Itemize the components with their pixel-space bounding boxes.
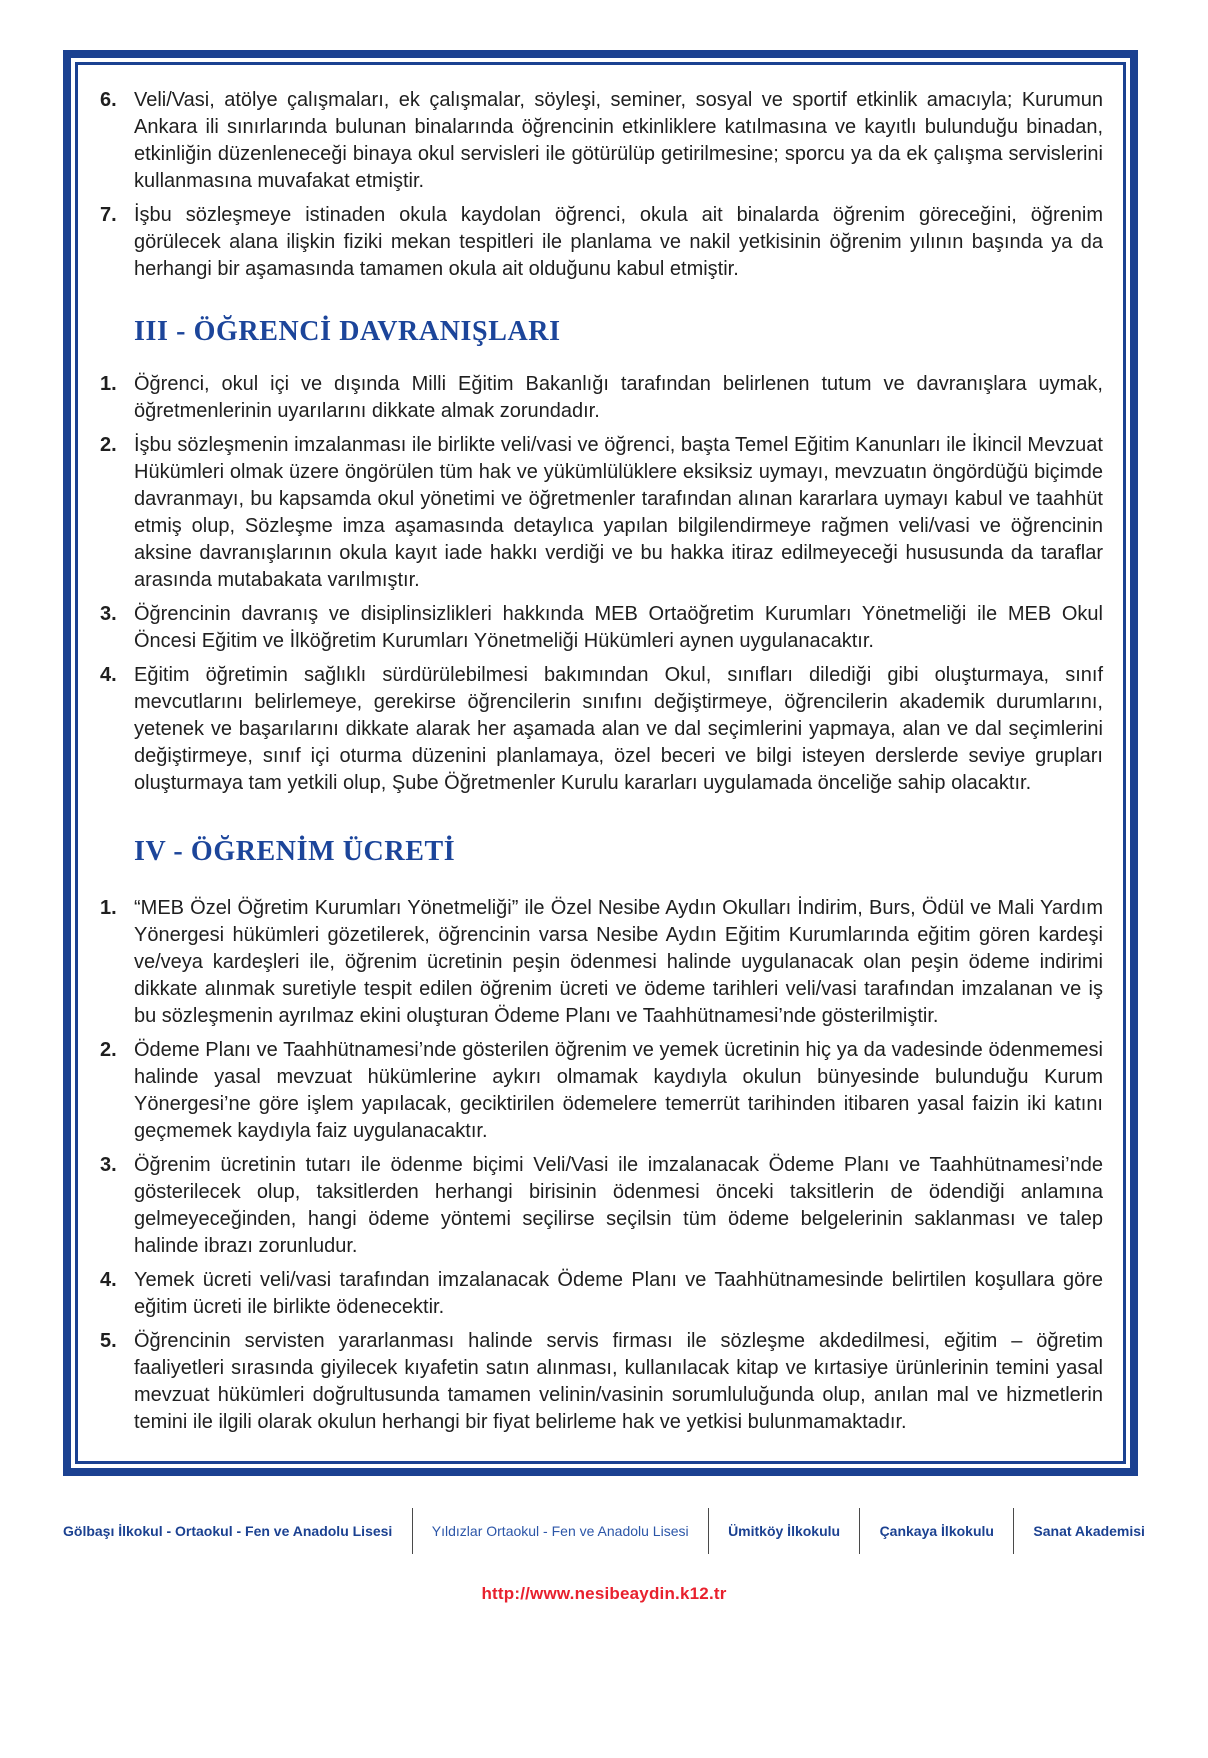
item-text: Yemek ücreti veli/vasi tarafından imzalanacak Ödeme Planı ve Taahhütnamesinde belirtilen koşullara göre eğitim ücreti ile birlikte ödenecektir. xyxy=(134,1269,1103,1318)
item-text: Öğrencinin davranış ve disiplinsizlikleri hakkında MEB Ortaöğretim Kurumları Yönetmeliği ile MEB Okul Öncesi Eğitim ve İlköğretim Kurumları Yönetmeliği Hükümleri aynen uygulanacaktır. xyxy=(134,603,1103,652)
section-heading-tuition-fee: IV - ÖĞRENİM ÜCRETİ xyxy=(134,836,456,867)
list-item xyxy=(100,1267,1103,1321)
footer-school-umitkoy: Ümitköy İlkokulu xyxy=(728,1523,841,1539)
section3-list xyxy=(100,371,1103,797)
footer-school-golbasi: Gölbaşı İlkokul - Ortaokul - Fen ve Anadolu Lisesi xyxy=(63,1523,393,1539)
item-text: Öğrencinin servisten yararlanması halinde servis firması ile sözleşme akdedilmesi, eğitim – öğretim faaliyetleri sırasında giyilecek kıyafetin satın alınması, kullanılacak kitap ve kırtasiye ürünlerinin temini yasal mevzuat hükümleri doğrultusunda tamamen velinin/vasinin sorumluluğunda olup, anılan mal ve hizmetlerin temini ile ilgili olarak okulun herhangi bir fiyat belirleme hak ve yetkisi bulunmamaktadır. xyxy=(134,1330,1103,1433)
item-text: Eğitim öğretimin sağlıklı sürdürülebilmesi bakımından Okul, sınıfları dilediği gibi oluşturmaya, sınıf mevcutlarını belirlemeye, gerekirse öğrencilerin sınıfını değiştirmeye, öğrencilerin akademik durumlarını, yetenek ve başarılarını dikkate alarak her aşamada alan ve dal seçimlerini yapmaya, alan ve dal seçimlerini değiştirmeye, sınıf içi oturma düzenini planlamaya, özel beceri ve bilgi isteyen derslerde seviye grupları oluşturmaya tam yetkili olup, Şube Öğretmenler Kurulu kararları uygulamada önceliğe sahip olacaktır. xyxy=(134,664,1103,794)
footer-divider xyxy=(1013,1508,1014,1554)
footer-school-list xyxy=(63,1508,1145,1554)
list-item xyxy=(100,432,1103,594)
footer-school-cankaya: Çankaya İlkokulu xyxy=(879,1523,994,1539)
item-text: Öğrenci, okul içi ve dışında Milli Eğitim Bakanlığı tarafından belirlenen tutum ve davranışlara uymak, öğretmenlerinin uyarılarını dikkate almak zorundadır. xyxy=(134,373,1103,422)
website-url: http://www.nesibeaydin.k12.tr xyxy=(481,1584,727,1603)
content-frame-inner xyxy=(75,62,1126,1464)
item-number: 3. xyxy=(100,603,117,625)
section4-list xyxy=(100,895,1103,1436)
footer-divider xyxy=(412,1508,413,1554)
item-number: 3. xyxy=(100,1154,117,1176)
list-item-7 xyxy=(100,202,1103,283)
item-number: 2. xyxy=(100,434,117,456)
item-text: Veli/Vasi, atölye çalışmaları, ek çalışmalar, söyleşi, seminer, sosyal ve sportif etkinlik amacıyla; Kurumun Ankara ili sınırlarında bulunan binalarında öğrencinin etkinliklere katılmasına ve kayıtlı bulunduğu binadan, etkinliğin düzenleneceği binaya okul servisleri ile götürülüp getirilmesine; sporcu ya da ek çalışma servislerini kullanmasına muvafakat etmiştir. xyxy=(134,89,1103,192)
item-number: 4. xyxy=(100,664,117,686)
list-item-6 xyxy=(100,87,1103,195)
item-number: 1. xyxy=(100,373,117,395)
item-text: “MEB Özel Öğretim Kurumları Yönetmeliği” ile Özel Nesibe Aydın Okulları İndirim, Burs, Ödül ve Mali Yardım Yönergesi hükümleri gözetilerek, öğrencinin varsa Nesibe Aydın Eğitim Kurumlarında eğitim gören kardeşi ve/veya kardeşleri ile, öğrenim ücretinin peşin ödenmesi halinde uygulanacak olan peşin ödeme indirimi dikkate alınmak suretiyle tespit edilen öğrenim ücreti ve ödeme tarihleri veli/vasi tarafından imzalanan ve iş bu sözleşmenin ayrılmaz ekini oluşturan Ödeme Planı ve Taahhütnamesi’nde gösterilmiştir. xyxy=(134,897,1103,1027)
footer-school-sanat: Sanat Akademisi xyxy=(1033,1523,1145,1539)
list-item xyxy=(100,1152,1103,1260)
footer-divider xyxy=(859,1508,860,1554)
list-item xyxy=(100,601,1103,655)
document-page xyxy=(0,50,1208,1758)
item-number: 5. xyxy=(100,1330,117,1352)
intro-list xyxy=(100,87,1103,283)
list-item xyxy=(100,895,1103,1030)
footer-school-yildizlar: Yıldızlar Ortaokul - Fen ve Anadolu Lisesi xyxy=(431,1523,689,1539)
content-frame-outer xyxy=(63,50,1138,1476)
item-number: 1. xyxy=(100,897,117,919)
item-text: İşbu sözleşmenin imzalanması ile birlikte veli/vasi ve öğrenci, başta Temel Eğitim Kanunları ile İkincil Mevzuat Hükümleri olmak üzere öngörülen tüm hak ve yükümlülüklere eksiksiz uymayı, mevzuatın öngördüğü biçimde davranmayı, bu kapsamda okul yönetimi ve öğretmenler tarafından alınan kararlara uymayı kabul ve taahhüt etmiş olup, Sözleşme imza aşamasında detaylıca yapılan bilgilendirmeye rağmen veli/vasi ve öğrencinin aksine davranışlarının okula kayıt iade hakkı verdiği ve bu hakka itiraz edilmeyeceği hususunda da taraflar arasında mutabakata varılmıştır. xyxy=(134,434,1103,591)
item-text: Öğrenim ücretinin tutarı ile ödenme biçimi Veli/Vasi ile imzalanacak Ödeme Planı ve Taahhütnamesi’nde gösterilecek olup, taksitlerden herhangi birisinin ödenmesi önceki taksitlerin de ödendiği anlamına gelmeyeceğinden, hangi ödeme yöntemi seçilirse seçilsin tüm ödeme belgelerinin saklanması ve talep halinde ibrazı zorunludur. xyxy=(134,1154,1103,1257)
item-text: İşbu sözleşmeye istinaden okula kaydolan öğrenci, okula ait binalarda öğrenim göreceğini, öğrenim görülecek alana ilişkin fiziki mekan tespitleri ile planlama ve nakil yetkisinin öğrenim yılının başında ya da herhangi bir aşamasında tamamen okula ait olduğunu kabul etmiştir. xyxy=(134,204,1103,280)
list-item xyxy=(100,1328,1103,1436)
list-item xyxy=(100,662,1103,797)
item-text: Ödeme Planı ve Taahhütnamesi’nde gösterilen öğrenim ve yemek ücretinin hiç ya da vadesinde ödenmemesi halinde yasal mevzuat hükümlerine aykırı olmamak kaydıyla okulun bünyesinde bulunduğu Kurum Yönergesi’ne göre işlem yapılacak, geciktirilen ödemelere temerrüt tarihinden itibaren yasal faizin iki katını geçmemek kaydıyla faiz uygulanacaktır. xyxy=(134,1039,1103,1142)
item-number: 7. xyxy=(100,204,117,226)
list-item xyxy=(100,371,1103,425)
item-number: 2. xyxy=(100,1039,117,1061)
list-item xyxy=(100,1037,1103,1145)
item-number: 6. xyxy=(100,89,117,111)
section-heading-student-behavior: III - ÖĞRENCİ DAVRANIŞLARI xyxy=(134,316,561,347)
item-number: 4. xyxy=(100,1269,117,1291)
footer-divider xyxy=(708,1508,709,1554)
